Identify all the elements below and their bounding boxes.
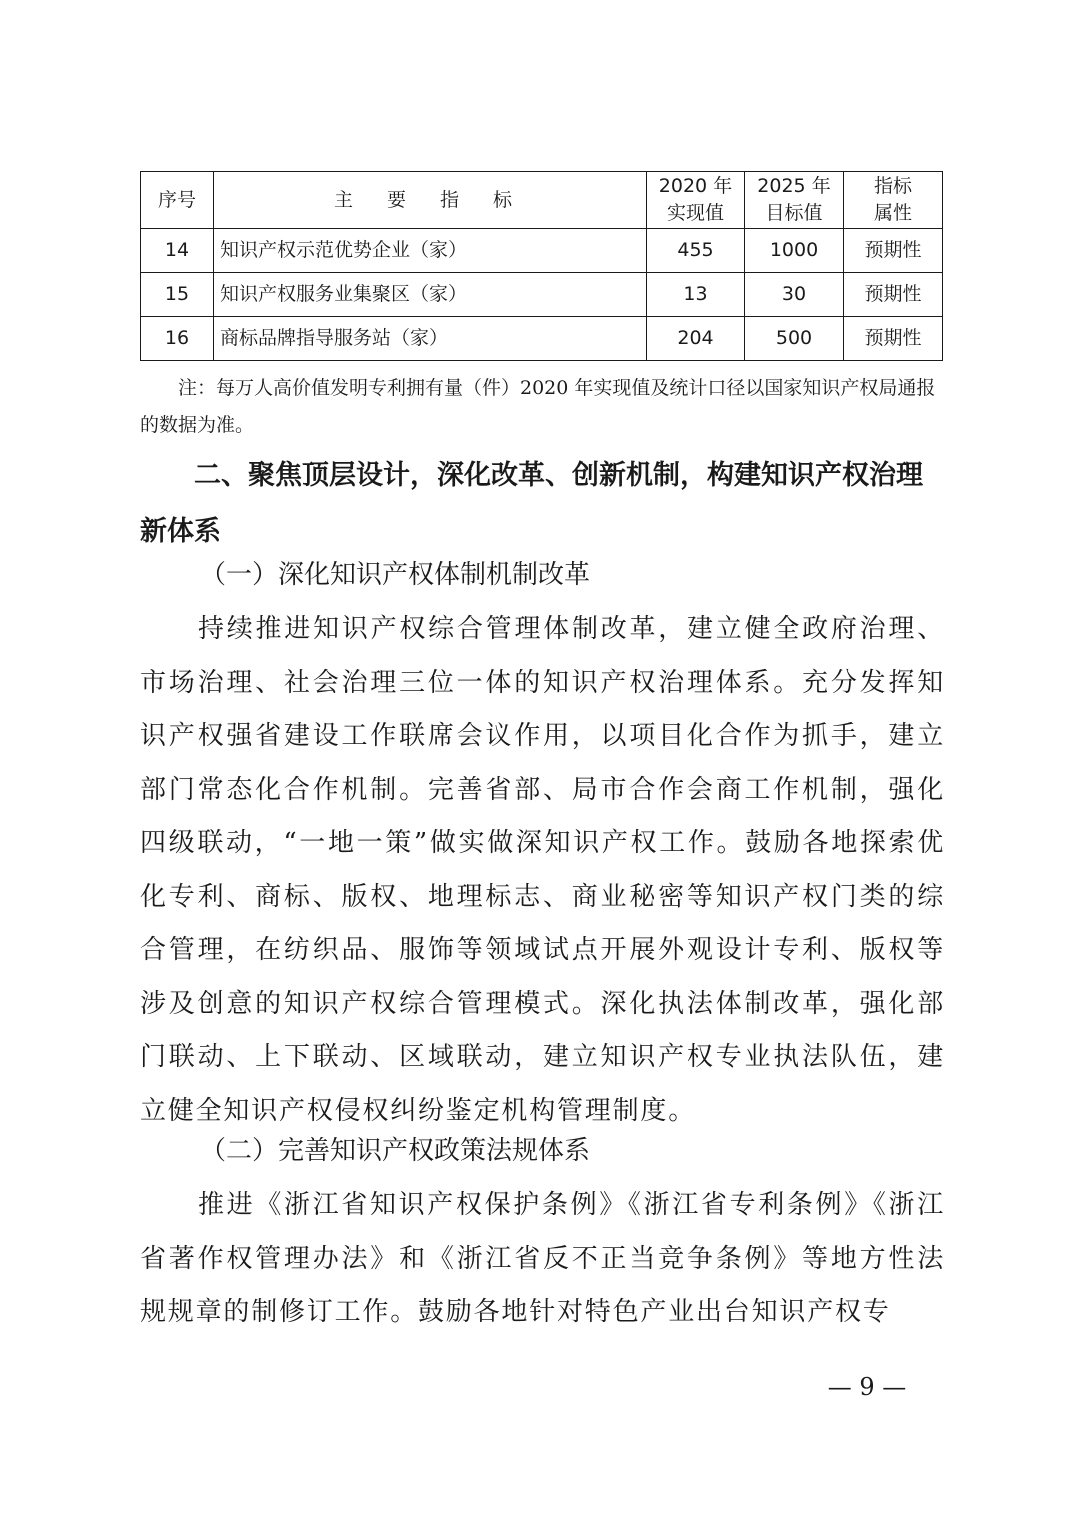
table-row bbox=[141, 273, 943, 317]
table-row bbox=[141, 229, 943, 273]
row-2025-value: 30 bbox=[745, 273, 844, 317]
section-heading: 二、聚焦顶层设计，深化改革、创新机制，构建知识产权治理新体系 bbox=[140, 460, 923, 547]
header-attr bbox=[844, 172, 943, 229]
subsection-title-1: （一）深化知识产权体制机制改革 bbox=[200, 560, 591, 590]
row-attribute: 预期性 bbox=[844, 317, 943, 361]
header-2025-line1: 2025 年 bbox=[757, 175, 831, 197]
table-row bbox=[141, 317, 943, 361]
header-2020-line2: 实现值 bbox=[666, 202, 724, 224]
row-indicator-name: 知识产权服务业集聚区（家） bbox=[214, 273, 647, 317]
row-2025-value: 1000 bbox=[745, 229, 844, 273]
row-2020-value: 13 bbox=[647, 273, 745, 317]
header-attr-line2: 属性 bbox=[873, 202, 912, 224]
subsection-title-2: （二）完善知识产权政策法规体系 bbox=[200, 1136, 591, 1166]
row-2020-value: 204 bbox=[647, 317, 745, 361]
body-paragraph-2: 推进《浙江省知识产权保护条例》《浙江省专利条例》《浙江省著作权管理办法》和《浙江省反不正当竞争条例》等地方性法规规章的制修订工作。鼓励各地针对特色产业出台知识产权专 bbox=[140, 1190, 945, 1327]
header-2025 bbox=[745, 172, 844, 229]
row-2020-value: 455 bbox=[647, 229, 745, 273]
table-header-row bbox=[141, 172, 943, 229]
row-indicator-name: 商标品牌指导服务站（家） bbox=[214, 317, 647, 361]
body-paragraph-1: 持续推进知识产权综合管理体制改革，建立健全政府治理、市场治理、社会治理三位一体的知识产权治理体系。充分发挥知识产权强省建设工作联席会议作用，以项目化合作为抓手，建立部门常态化合作机制。完善省部、局市合作会商工作机制，强化四级联动，“一地一策”做实做深知识产权工作。鼓励各地探索优化专利、商标、版权、地理标志、商业秘密等知识产权门类的综合管理，在纺织品、服饰等领域试点开展外观设计专利、版权等涉及创意的知识产权综合管理模式。深化执法体制改革，强化部门联动、上下联动、区域联动，建立知识产权专业执法队伍，建立健全知识产权侵权纠纷鉴定机构管理制度。 bbox=[140, 614, 945, 1126]
indicator-table bbox=[140, 171, 943, 361]
row-index: 14 bbox=[141, 229, 214, 273]
row-indicator-name: 知识产权示范优势企业（家） bbox=[214, 229, 647, 273]
header-index: 序号 bbox=[141, 172, 214, 229]
row-attribute: 预期性 bbox=[844, 229, 943, 273]
row-index: 16 bbox=[141, 317, 214, 361]
row-attribute: 预期性 bbox=[844, 273, 943, 317]
header-2020 bbox=[647, 172, 745, 229]
table-note: 注：每万人高价值发明专利拥有量（件）2020 年实现值及统计口径以国家知识产权局通报的数据为准。 bbox=[140, 377, 936, 436]
header-2020-line1: 2020 年 bbox=[658, 175, 733, 197]
header-2025-line2: 目标值 bbox=[765, 202, 823, 224]
header-attr-line1: 指标 bbox=[873, 175, 912, 197]
page-number: — 9 — bbox=[827, 1373, 907, 1401]
header-indicator: 主 要 指 标 bbox=[214, 172, 647, 229]
row-index: 15 bbox=[141, 273, 214, 317]
row-2025-value: 500 bbox=[745, 317, 844, 361]
